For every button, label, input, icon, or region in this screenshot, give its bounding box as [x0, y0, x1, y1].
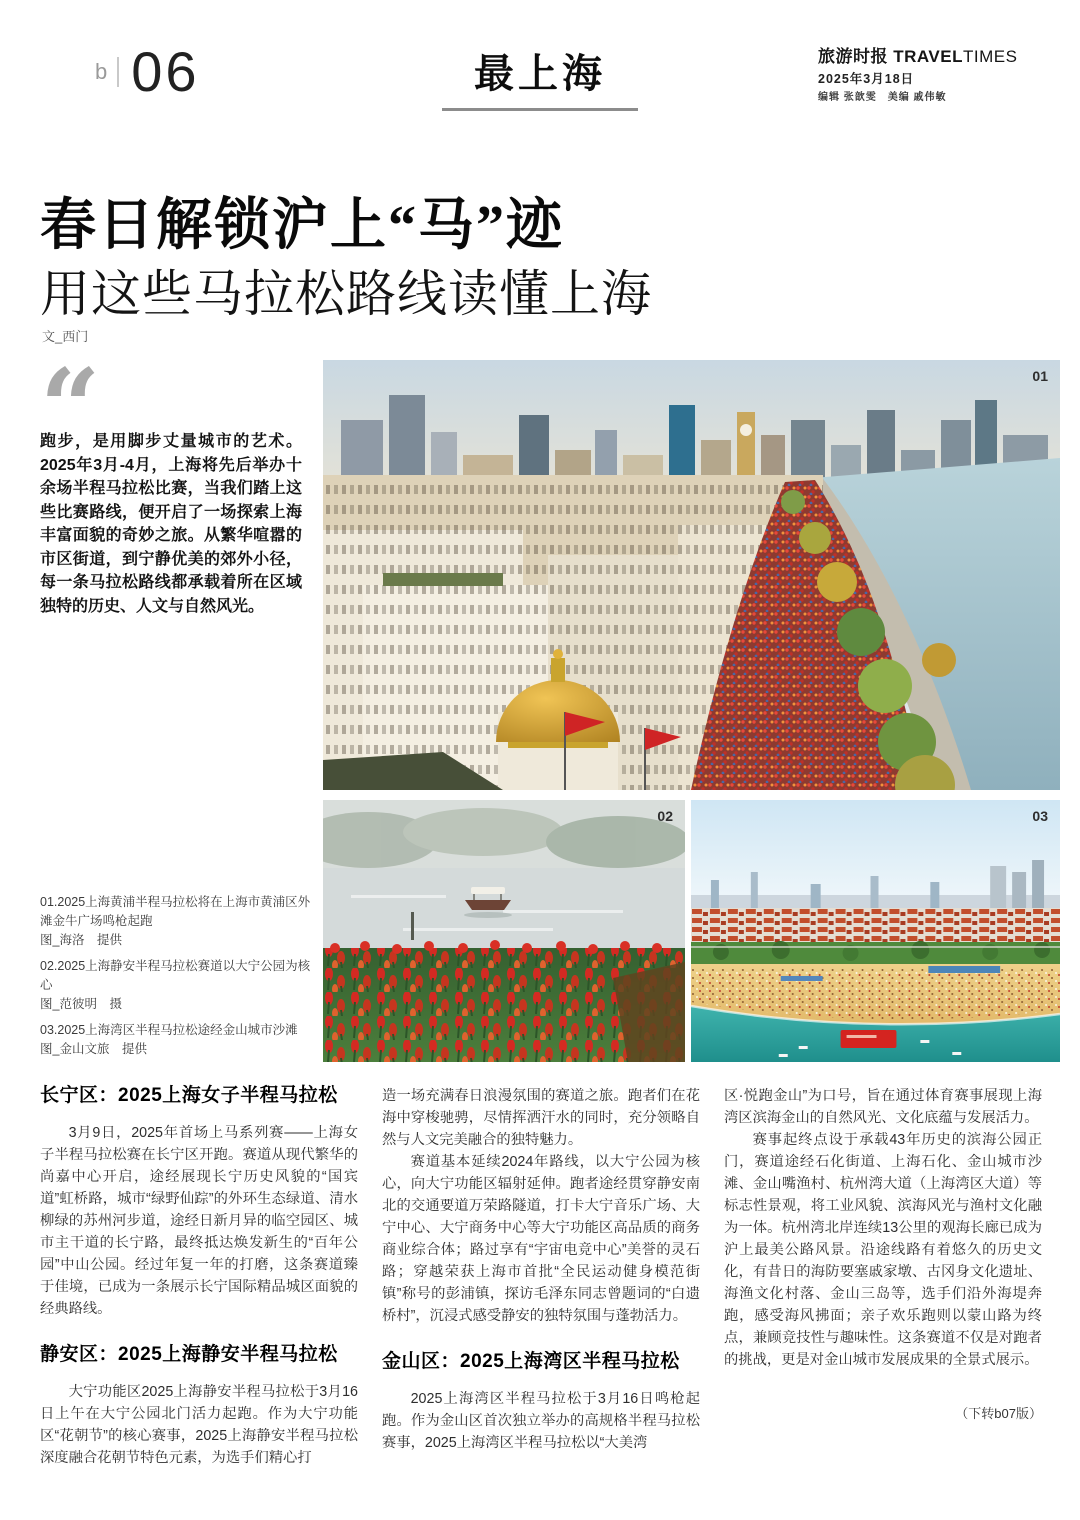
boat [464, 887, 512, 918]
jinshan-beach-illustration [691, 800, 1060, 1062]
article-heading-jinshan: 金山区：2025上海湾区半程马拉松 [382, 1351, 680, 1372]
photo-jinshan-beach [691, 800, 1060, 1062]
main-headline [40, 196, 652, 324]
headline-line2: 用这些马拉松路线读懂上海 [40, 265, 652, 322]
quote-mark-icon: “ [40, 345, 101, 469]
intro-text: 跑步，是用脚步丈量城市的艺术。2025年3月-4月，上海将先后举办十余场半程马拉松比赛，当我们踏上这些比赛路线，便开启了一场探索上海丰富面貌的奇妙之旅。从繁华喧嚣的市区街道，到宁静优美的郊外小径，每一条马拉松路线都承载着所在区域独特的历史、人文与自然风光。 [40, 433, 302, 615]
headline-line1: 春日解锁沪上“马”迹 [40, 195, 564, 257]
water-post [411, 912, 414, 940]
page-number: 06 [131, 40, 200, 103]
byline: 文_西门 [42, 329, 89, 344]
section-header [442, 42, 638, 111]
intro-block [40, 345, 302, 618]
caption-credit: 图_海洛 提供 [40, 933, 122, 947]
paper-name-cn: 旅游时报 [818, 47, 888, 66]
photo-label-03: 03 [1032, 808, 1048, 824]
paper-name-en-light: TIMES [962, 47, 1018, 66]
issue-date: 2025年3月18日 [818, 72, 915, 87]
article-paragraph: 造一场充满春日浪漫氛围的赛道之旅。跑者们在花海中穿梭驰骋，尽情挥洒汗水的同时，充分领略自然与人文完美融合的独特魅力。 [382, 1088, 700, 1148]
section-title: 最上海 [474, 52, 606, 96]
continued-on-note: （下转b07版） [955, 1406, 1042, 1421]
section-title-rule [442, 108, 638, 111]
article-paragraph: 3月9日，2025年首场上马系列赛——上海女子半程马拉松赛在长宁区开跑。赛道从现代繁华的尚嘉中心开启，途经展现长宁历史风貌的“国宾道”虹桥路，城市“绿野仙踪”的外环生态绿道、清水柳绿的苏州河步道，途经日新月异的临空园区、城市主干道的长宁路，最终抵达焕发新生的“百年公园”中山公园。经过年复一年的打磨，这条赛道臻于佳境，已成为一条展示长宁国际精品城区面貌的经典路线。 [40, 1125, 358, 1317]
photo-captions [40, 893, 316, 1066]
edition-letter: b [95, 59, 108, 84]
photo-bund-marathon [323, 360, 1060, 790]
caption-credit: 图_金山文旅 提供 [40, 1042, 147, 1056]
caption-credit: 图_范彼明 摄 [40, 997, 122, 1011]
page-folio [95, 40, 200, 103]
article-paragraph: 赛道基本延续2024年路线，以大宁公园为核心，向大宁功能区辐射延伸。跑者途经贯穿静安南北的交通要道万荣路隧道，打卡大宁音乐广场、大宁中心、大宁商务中心等大宁功能区高品质的商务商业综合体；路过享有“宇宙电竞中心”美誉的灵石路；穿越荣获上海市首批“全民运动健身模范街镇”称号的彭浦镇，探访毛泽东同志曾题词的“白遗桥村”，沉浸式感受静安的独特氛围与蓬勃活力。 [382, 1154, 700, 1324]
masthead [818, 46, 1017, 104]
caption-text: 02.2025上海静安半程马拉松赛道以大宁公园为核心 [40, 959, 311, 992]
article-column-3 [724, 1085, 1042, 1425]
photo-tulip-park [323, 800, 685, 1062]
bund-marathon-illustration [323, 360, 1060, 790]
coastal-greenbelt [691, 941, 1060, 964]
article-paragraph: 大宁功能区2025上海静安半程马拉松于3月16日上午在大宁公园北门活力起跑。作为大宁功能区“花朝节”的核心赛事，2025上海静安半程马拉松深度融合花朝节特色元素，为选手们精心打 [40, 1384, 358, 1466]
editor-credits: 编辑 张歆雯 美编 戚伟敏 [818, 91, 947, 103]
folio-divider [117, 57, 119, 87]
red-roof-houses [691, 908, 1060, 942]
paper-name-en-bold: TRAVEL [893, 47, 963, 66]
paper-name [818, 46, 1017, 67]
caption-text: 03.2025上海湾区半程马拉松途经金山城市沙滩 [40, 1023, 298, 1037]
caption-text: 01.2025上海黄浦半程马拉松将在上海市黄浦区外滩金牛广场鸣枪起跑 [40, 895, 311, 928]
article-column-1 [40, 1085, 358, 1469]
tulip-park-illustration [323, 800, 685, 1062]
tulip-field [323, 940, 685, 1062]
article-paragraph: 赛事起终点设于承载43年历史的滨海公园正门，赛道途经石化街道、上海石化、金山城市沙滩、金山嘴渔村、杭州湾大道（上海湾区大道）等标志性景观，将工业风貌、滨海风光与渔村文化融为一体。杭州湾北岸连续13公里的观海长廊已成为沪上最美公路风景。沿途线路有着悠久的历史文化，有昔日的海防要塞戚家墩、古冈身文化遗址、海渔文化村落、金山三岛等，选手们沿外海堤奔跑，感受海风拂面；亲子欢乐跑则以蒙山路为终点，兼顾竞技性与趣味性。这条赛道不仅是对跑者的挑战，更是对金山城市发展成果的全景式展示。 [724, 1132, 1042, 1368]
article-heading-jingan: 静安区：2025上海静安半程马拉松 [40, 1344, 338, 1365]
photo-label-01: 01 [1032, 368, 1048, 384]
photo-label-02: 02 [657, 808, 673, 824]
article-column-2 [382, 1085, 700, 1454]
article-paragraph: 区·悦跑金山”为口号，旨在通过体育赛事展现上海湾区滨海金山的自然风光、文化底蕴与发展活力。 [724, 1088, 1042, 1126]
article-heading-changning: 长宁区：2025上海女子半程马拉松 [40, 1085, 338, 1106]
article-paragraph: 2025上海湾区半程马拉松于3月16日鸣枪起跑。作为金山区首次独立举办的高规格半程马拉松赛事，2025上海湾区半程马拉松以“大美湾 [382, 1391, 700, 1451]
